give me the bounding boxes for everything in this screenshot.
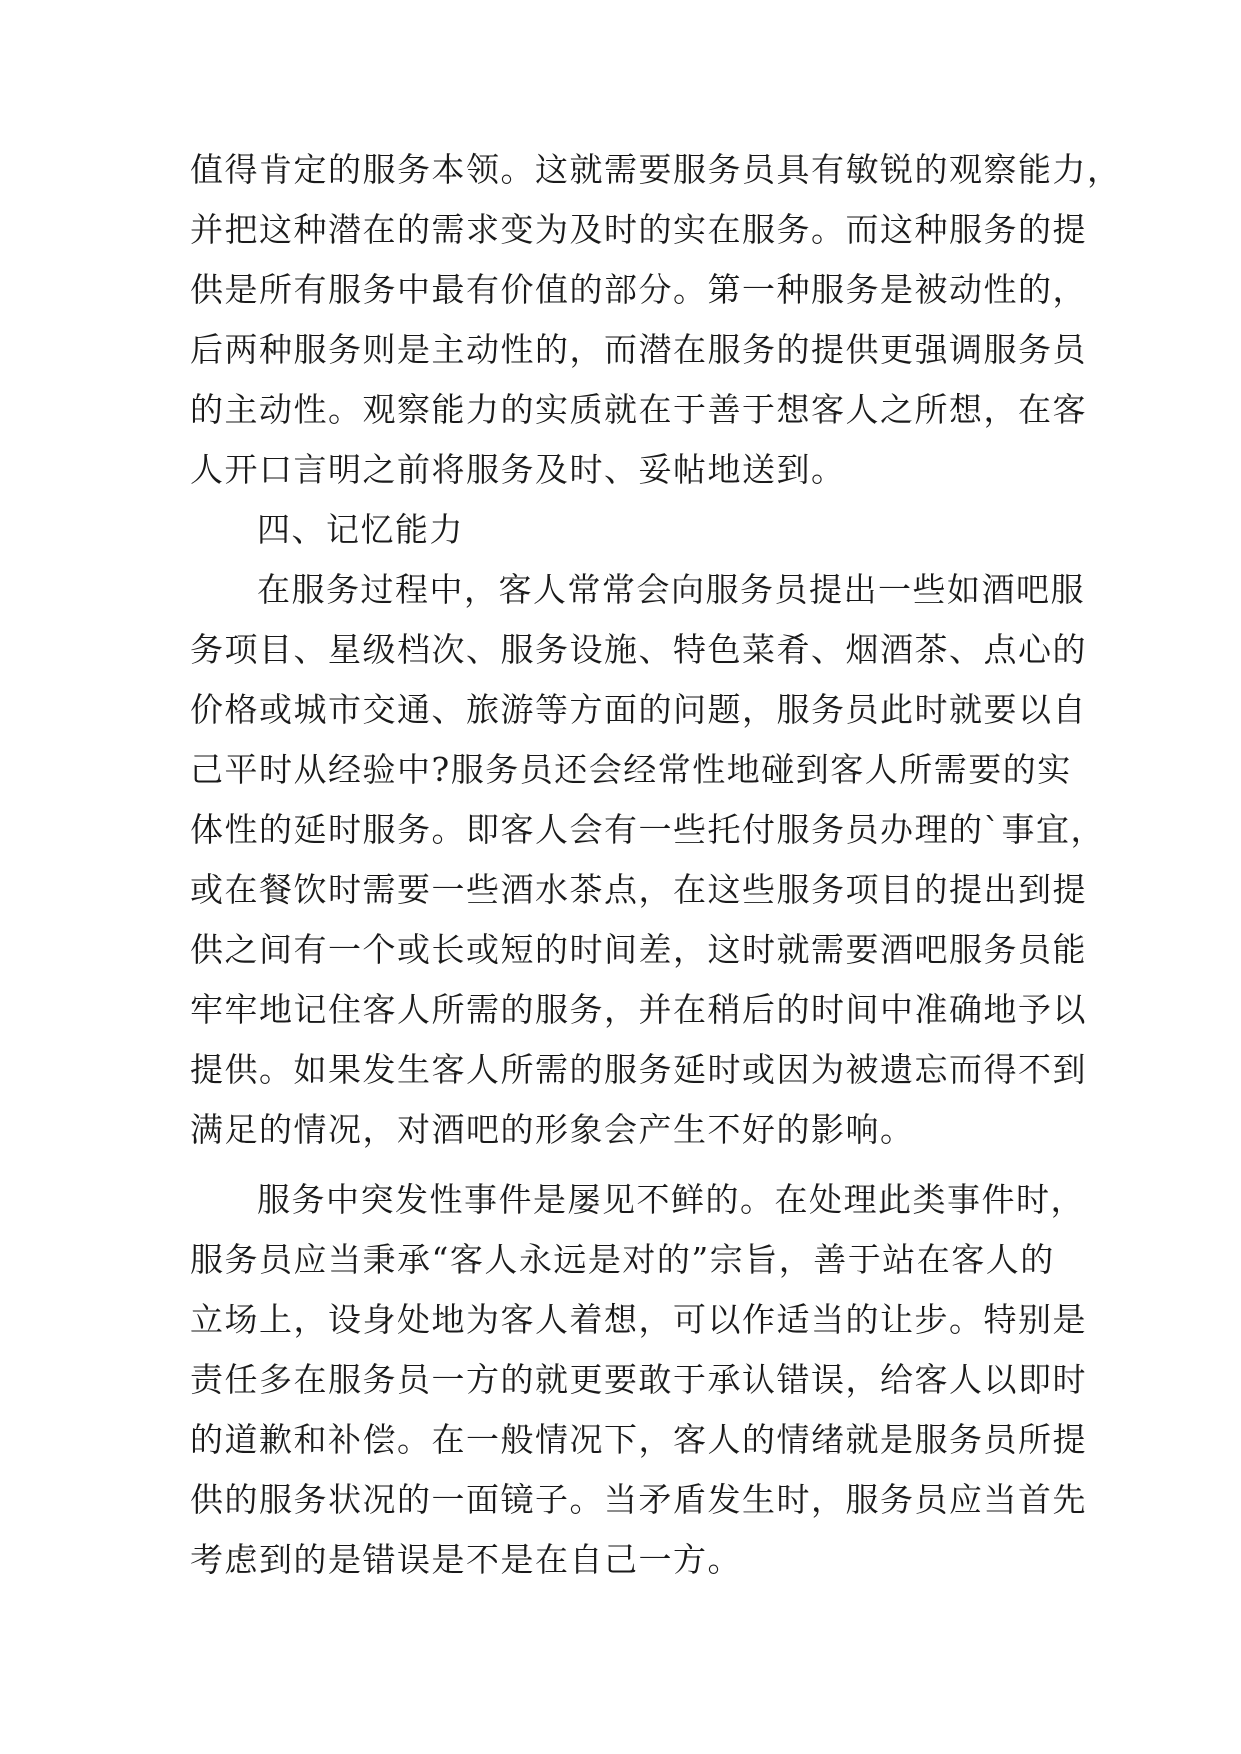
- text-line: 供是所有服务中最有价值的部分。第一种服务是被动性的，: [190, 270, 1087, 309]
- text-line: 的主动性。观察能力的实质就在于善于想客人之所想，在客: [190, 390, 1087, 429]
- text-line: 提供。如果发生客人所需的服务延时或因为被遗忘而得不到: [190, 1050, 1087, 1089]
- text-line: 供的服务状况的一面镜子。当矛盾发生时，服务员应当首先: [190, 1480, 1087, 1519]
- text-line: 的道歉和补偿。在一般情况下，客人的情绪就是服务员所提: [190, 1420, 1087, 1459]
- text-line: 或在餐饮时需要一些酒水茶点，在这些服务项目的提出到提: [190, 870, 1087, 909]
- text-line: 责任多在服务员一方的就更要敢于承认错误，给客人以即时: [190, 1360, 1087, 1399]
- text-line: 后两种服务则是主动性的，而潜在服务的提供更强调服务员: [190, 330, 1087, 369]
- text-line: 供之间有一个或长或短的时间差，这时就需要酒吧服务员能: [190, 930, 1087, 969]
- text-line: 牢牢地记住客人所需的服务，并在稍后的时间中准确地予以: [190, 990, 1087, 1029]
- text-line: 立场上，设身处地为客人着想，可以作适当的让步。特别是: [190, 1300, 1087, 1339]
- text-line: 服务员应当秉承“客人永远是对的”宗旨，善于站在客人的: [190, 1240, 1055, 1279]
- text-line: 己平时从经验中?服务员还会经常性地碰到客人所需要的实: [190, 750, 1072, 789]
- text-line: 考虑到的是错误是不是在自己一方。: [190, 1540, 742, 1579]
- text-line: 务项目、星级档次、服务设施、特色菜肴、烟酒茶、点心的: [190, 630, 1087, 669]
- text-line: 服务中突发性事件是屡见不鲜的。在处理此类事件时，: [257, 1180, 1085, 1219]
- section-heading: 四、记忆能力: [257, 510, 464, 549]
- text-line: 值得肯定的服务本领。这就需要服务员具有敏锐的观察能力，: [190, 150, 1122, 189]
- text-line: 满足的情况，对酒吧的形象会产生不好的影响。: [190, 1110, 915, 1149]
- text-line: 体性的延时服务。即客人会有一些托付服务员办理的`事宜，: [190, 810, 1105, 849]
- text-line: 人开口言明之前将服务及时、妥帖地送到。: [190, 450, 846, 489]
- text-line: 并把这种潜在的需求变为及时的实在服务。而这种服务的提: [190, 210, 1087, 249]
- text-line: 价格或城市交通、旅游等方面的问题，服务员此时就要以自: [190, 690, 1087, 729]
- text-line: 在服务过程中，客人常常会向服务员提出一些如酒吧服: [257, 570, 1085, 609]
